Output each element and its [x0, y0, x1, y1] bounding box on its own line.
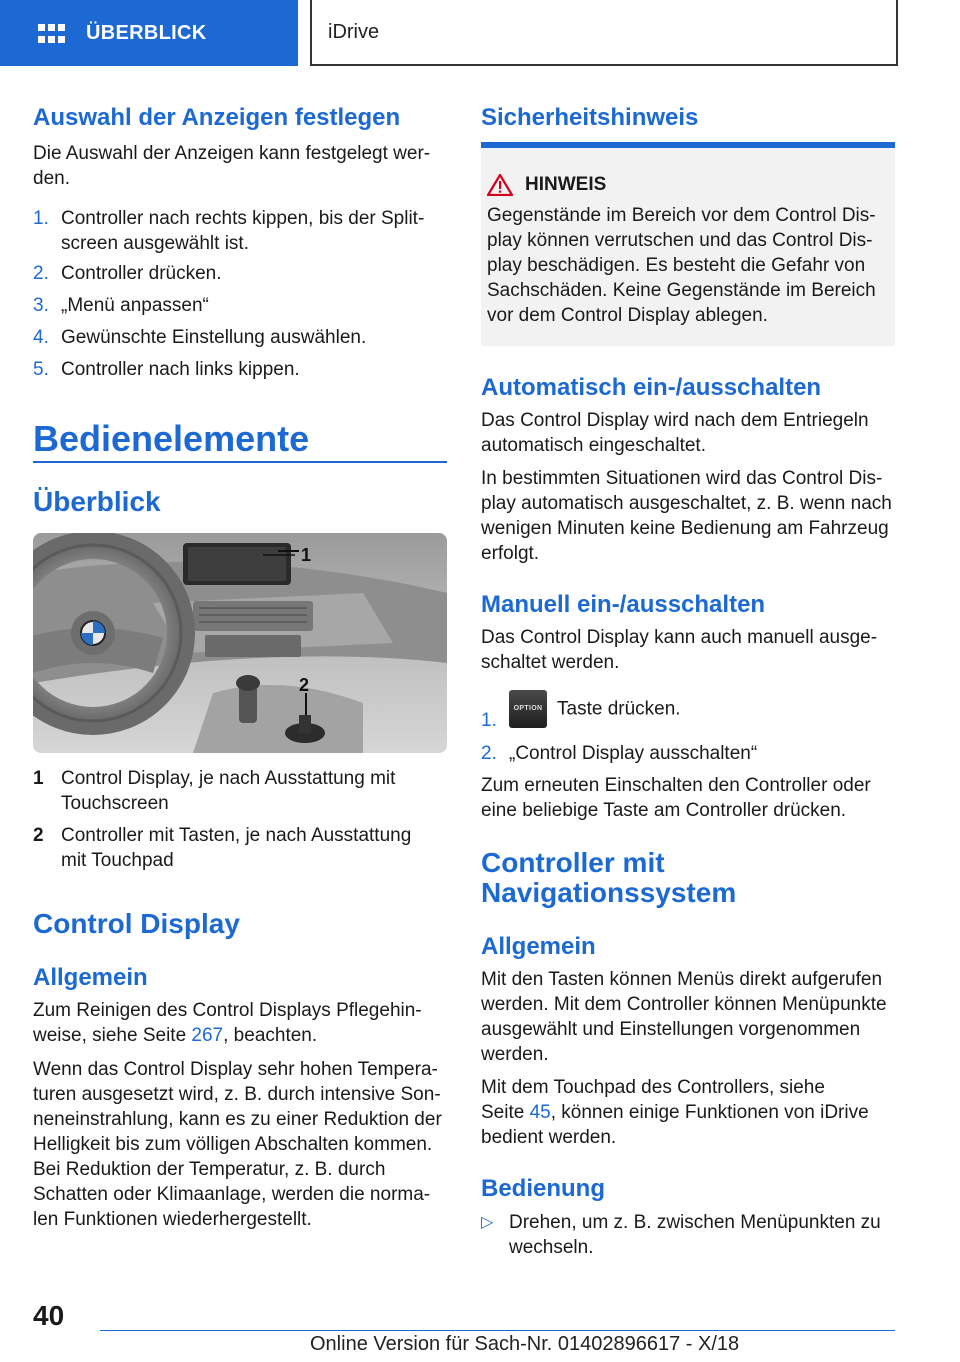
list-text: „Control Display ausschalten“ — [509, 743, 758, 764]
list-text: „Menü anpassen“ — [61, 295, 209, 316]
heading-control-display: Control Display — [33, 908, 240, 939]
page-link-267[interactable]: 267 — [191, 1025, 224, 1046]
notice-box — [481, 142, 895, 346]
list-number: 2. — [481, 743, 497, 764]
paragraph-line: erfolgt. — [481, 543, 540, 564]
paragraph-line: eine beliebige Taste am Controller drücken. — [481, 800, 847, 821]
list-text: Taste drücken. — [557, 698, 681, 720]
notice-body: Gegenstände im Bereich vor dem Control Dis- play können verrutschen und das Control Dis- play beschädigen. Es besteht die Gefahr von Sachschäden. Keine Gegenstände im Bereich vor dem Control Display ablegen. — [487, 205, 876, 326]
heading-auswahl: Auswahl der Anzeigen festlegen — [33, 104, 401, 131]
paragraph-line: Schatten oder Klimaanlage, werden die norma- — [33, 1184, 431, 1205]
option-button-icon: OPTION — [509, 690, 547, 728]
figure-callout-2: 2 — [299, 675, 310, 695]
chapter-title: iDrive — [328, 20, 380, 43]
section-tab[interactable] — [0, 0, 298, 66]
heading-manuell: Manuell ein-/ausschalten — [481, 591, 766, 618]
list-text: screen ausgewählt ist. — [61, 233, 249, 254]
paragraph-line: neneinstrahlung, kann es zu einer Reduktion der — [33, 1109, 442, 1130]
paragraph-line: Helligkeit bis zum völligen Abschalten kommen. — [33, 1134, 433, 1155]
paragraph-line: bedient werden. — [481, 1127, 617, 1148]
list-number: 4. — [33, 327, 49, 348]
paragraph-line: len Funktionen wiederhergestellt. — [33, 1209, 312, 1230]
caption-number: 1 — [33, 768, 44, 789]
paragraph-line: Zum Reinigen des Control Displays Pflegehin- — [33, 1000, 422, 1021]
paragraph-line: play automatisch ausgeschaltet, z. B. wenn nach — [481, 493, 892, 514]
paragraph-line: werden. — [481, 1044, 549, 1065]
paragraph-line: schaltet werden. — [481, 652, 620, 673]
notice-title: HINWEIS — [525, 174, 607, 195]
paragraph-line: In bestimmten Situationen wird das Control Dis- — [481, 468, 883, 489]
heading-allgemein: Allgemein — [33, 964, 148, 991]
warning-icon — [487, 174, 513, 196]
paragraph-line: turen ausgesetzt wird, z. B. durch intensive Son- — [33, 1084, 441, 1105]
paragraph-line: werden. Mit dem Controller können Menüpunkte — [481, 994, 887, 1015]
heading-bedienelemente: Bedienelemente — [33, 418, 310, 459]
list-number: 2. — [33, 263, 49, 284]
paragraph-line: Mit dem Touchpad des Controllers, siehe — [481, 1077, 825, 1098]
triangle-bullet-icon: ▷ — [481, 1214, 494, 1231]
list-text: Gewünschte Einstellung auswählen. — [61, 327, 367, 348]
auswahl-intro-line2: den. — [33, 168, 70, 189]
paragraph-line: weise, siehe Seite 267, beachten. — [33, 1025, 318, 1046]
heading-ueberblick: Überblick — [33, 486, 161, 517]
footer-text: Online Version für Sach-Nr. 01402896617 - X/18 — [310, 1333, 740, 1355]
list-number: 3. — [33, 295, 49, 316]
paragraph-line: Bei Reduktion der Temperatur, z. B. durch — [33, 1159, 386, 1180]
list-number: 5. — [33, 359, 49, 380]
caption-text: Control Display, je nach Ausstattung mit — [61, 768, 396, 789]
page-number: 40 — [33, 1300, 65, 1331]
list-item — [481, 690, 895, 732]
caption-number: 2 — [33, 825, 44, 846]
section-tab-label: ÜBERBLICK — [86, 21, 207, 44]
footer-rule — [100, 1330, 895, 1331]
page-link-45[interactable]: 45 — [529, 1102, 551, 1123]
figure-callout-1: 1 — [301, 545, 312, 565]
caption-text: Controller mit Tasten, je nach Ausstattung — [61, 825, 412, 846]
paragraph-line: Das Control Display wird nach dem Entriegeln — [481, 410, 869, 431]
chapter-title-box — [310, 0, 898, 66]
list-text: Controller nach links kippen. — [61, 359, 300, 380]
cockpit-photo — [33, 533, 447, 753]
heading-allgemein-right: Allgemein — [481, 933, 596, 960]
list-number: 1. — [33, 208, 49, 229]
paragraph-line: Mit den Tasten können Menüs direkt aufgerufen — [481, 969, 883, 990]
heading-automatisch: Automatisch ein-/ausschalten — [481, 374, 822, 401]
caption-text: mit Touchpad — [61, 850, 174, 871]
bullet-text: Drehen, um z. B. zwischen Menüpunkten zu — [509, 1212, 881, 1233]
paragraph-line: automatisch eingeschaltet. — [481, 435, 706, 456]
heading-sicherheitshinweis: Sicherheitshinweis — [481, 104, 699, 131]
heading-controller-navi: Controller mit Navigationssystem — [481, 847, 737, 908]
heading-rule — [33, 461, 447, 463]
bullet-text: wechseln. — [509, 1237, 594, 1258]
paragraph-line: ausgewählt und Einstellungen vorgenommen — [481, 1019, 861, 1040]
paragraph-line: Wenn das Control Display sehr hohen Tempera- — [33, 1059, 438, 1080]
heading-bedienung: Bedienung — [481, 1175, 605, 1202]
overview-grid-icon — [38, 22, 66, 44]
auswahl-intro-line1: Die Auswahl der Anzeigen kann festgelegt wer- — [33, 143, 431, 164]
paragraph-line: Das Control Display kann auch manuell ausge- — [481, 627, 878, 648]
paragraph-line: Zum erneuten Einschalten den Controller oder — [481, 775, 871, 796]
list-text: Controller drücken. — [61, 263, 222, 284]
list-text: Controller nach rechts kippen, bis der Split- — [61, 208, 425, 229]
paragraph-line: wenigen Minuten keine Bedienung am Fahrzeug — [481, 518, 889, 539]
paragraph-line: Seite 45, können einige Funktionen von iDrive — [481, 1102, 869, 1123]
list-number: 1. — [481, 710, 497, 731]
caption-text: Touchscreen — [61, 793, 169, 814]
